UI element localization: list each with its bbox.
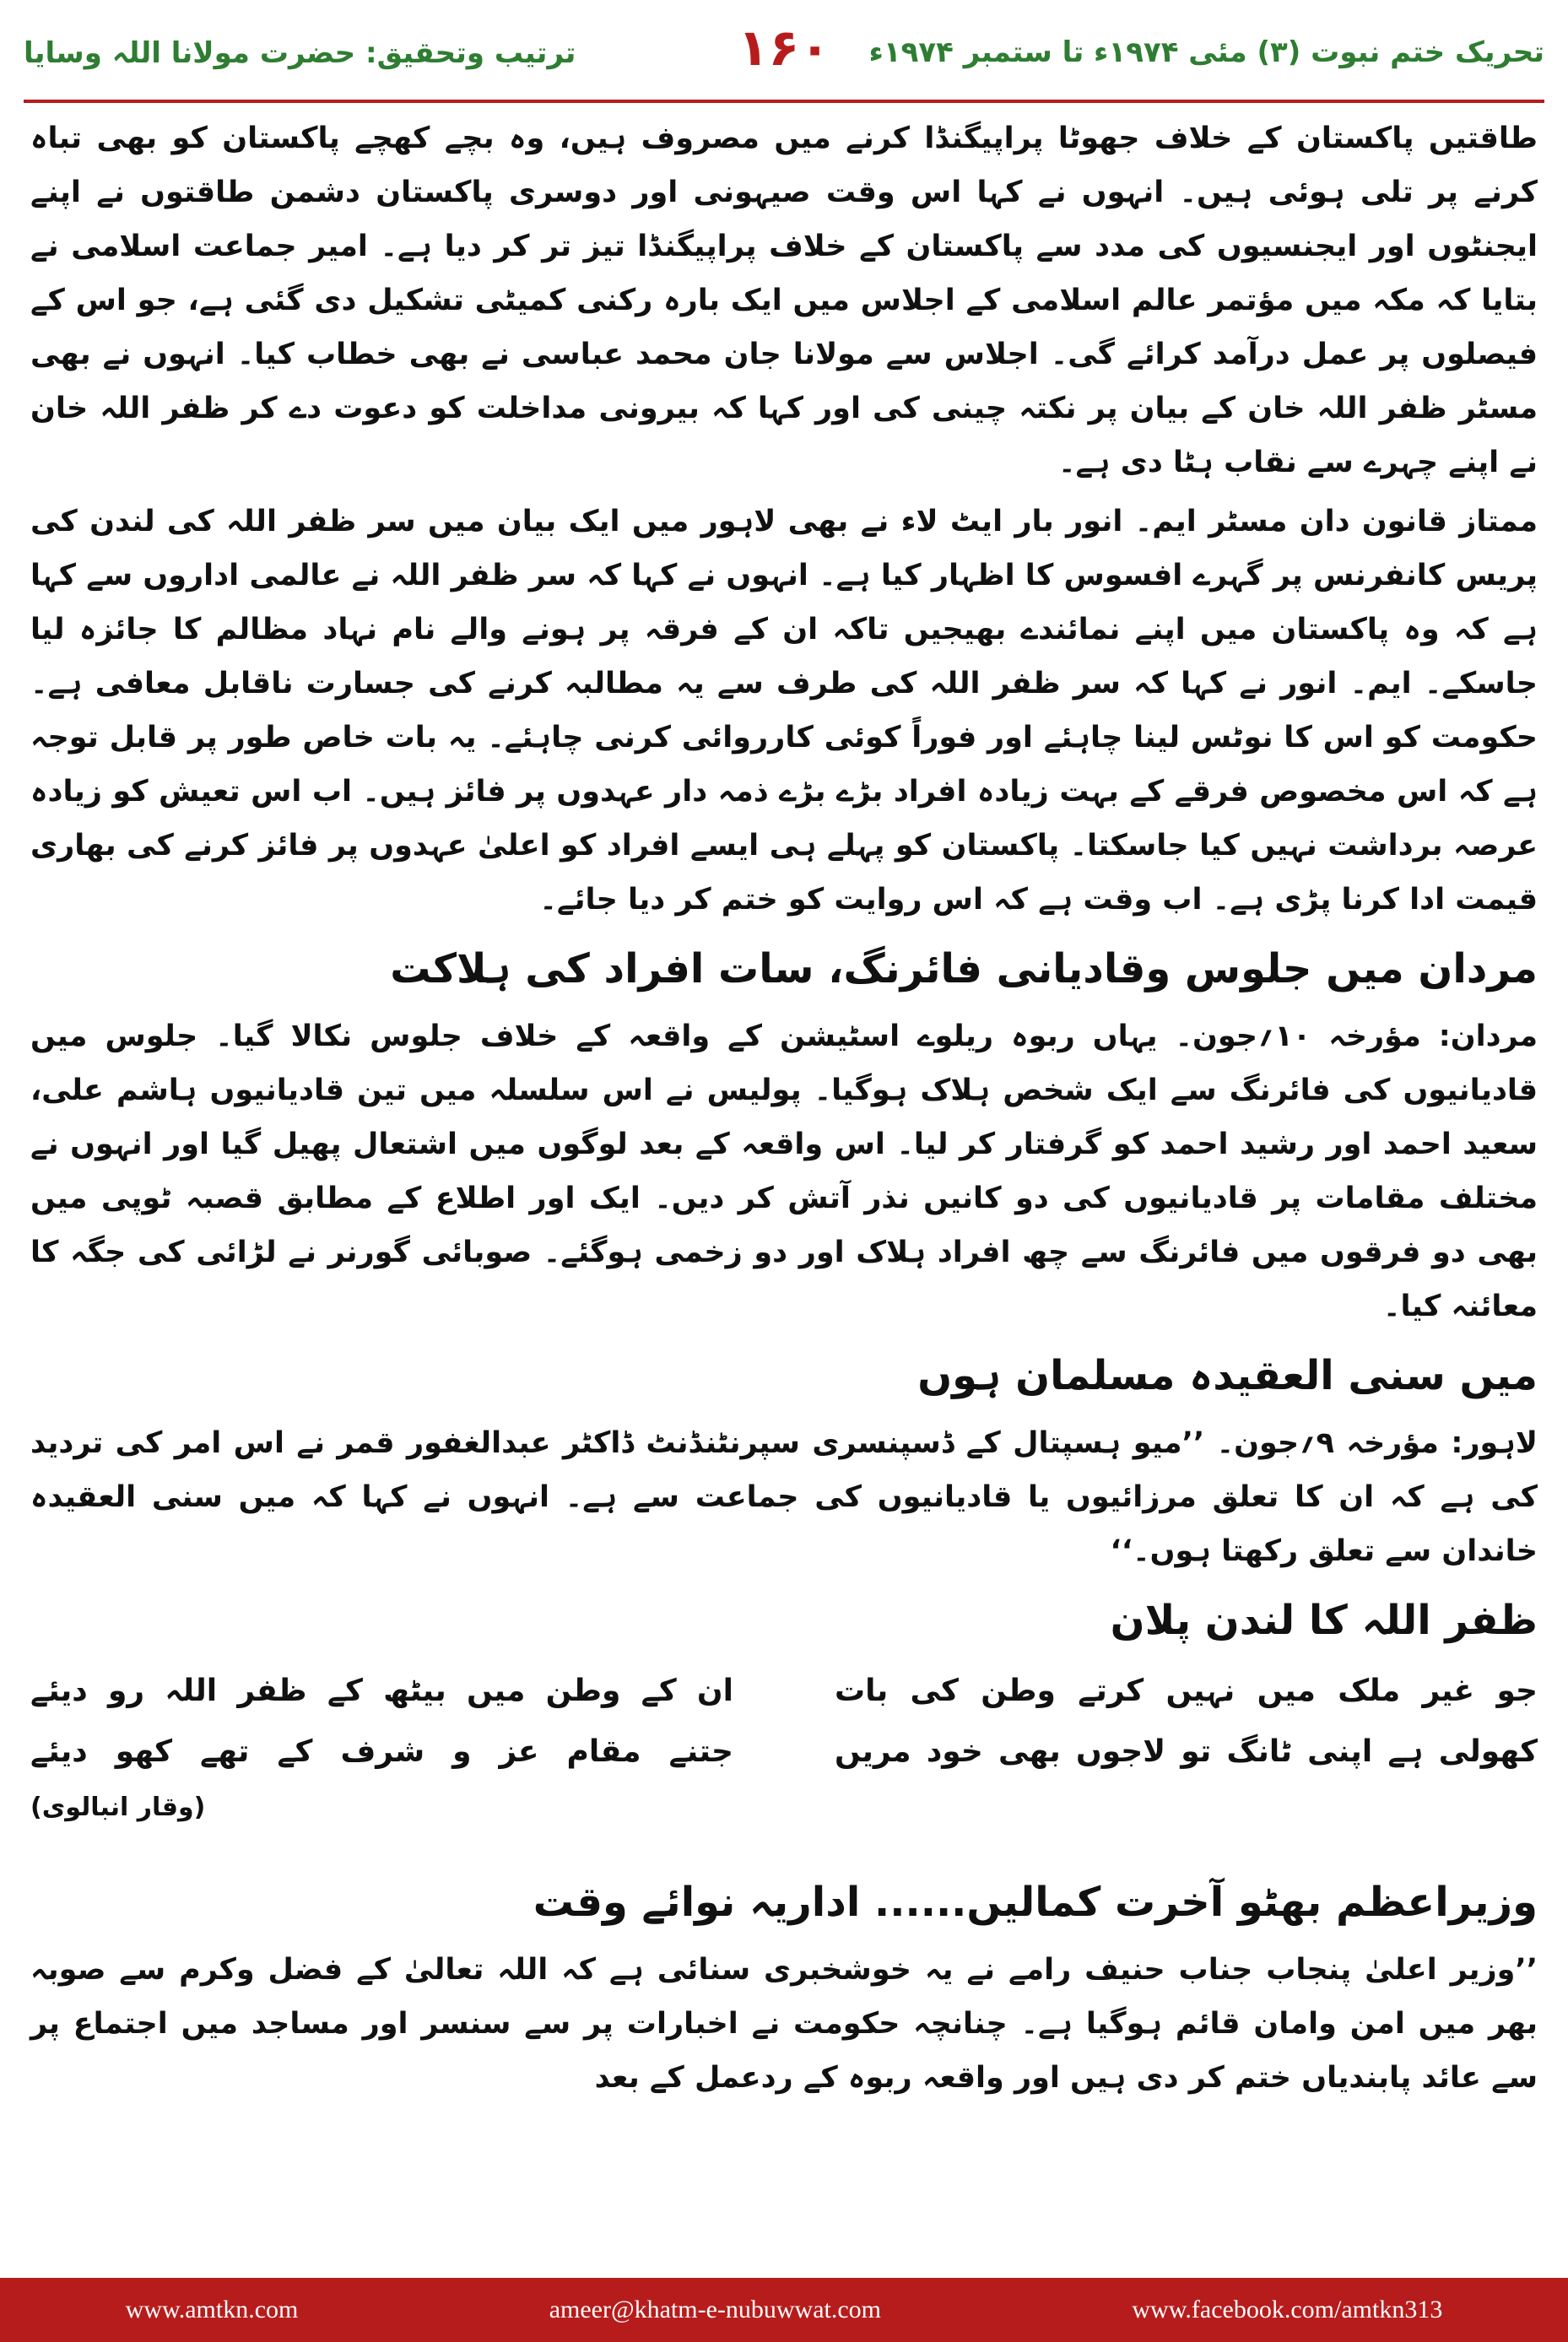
- footer-email-link[interactable]: ameer@khatm-e-nubuwwat.com: [549, 2296, 882, 2323]
- page-number: ۱۶۰: [738, 19, 830, 78]
- heading-sunni: میں سنی العقیدہ مسلمان ہوں: [917, 1352, 1538, 1399]
- page-body: [30, 111, 1538, 2110]
- poem-verse-4: جتنے مقام عز و شرف کے تھے کھو دیئے: [30, 1734, 733, 1769]
- poem-verse-1: جو غیر ملک میں نہیں کرتے وطن کی بات: [835, 1674, 1538, 1708]
- poem-attribution: (وقار انبالوی): [30, 1793, 206, 1822]
- paragraph-4: لاہور: مؤرخہ ۹؍جون۔ ’’میو ہسپتال کے ڈسپنسری سپرنٹنڈنٹ ڈاکٹر عبدالغفور قمر نے اس امر کی تردید کی ہے کہ ان کا تعلق مرزائیوں یا قادیانیوں کی جماعت سے ہے۔ انہوں نے کہا کہ میں سنی العقیدہ خاندان سے تعلق رکھتا ہوں۔‘‘: [30, 1426, 1538, 1568]
- heading-mardan: مردان میں جلوس وقادیانی فائرنگ، سات افراد کی ہلاکت: [390, 945, 1538, 993]
- paragraph-3: مردان: مؤرخہ ۱۰؍جون۔ یہاں ربوہ ریلوے اسٹیشن کے واقعہ کے خلاف جلوس نکالا گیا۔ جلوس میں قادیانیوں کی فائرنگ سے ایک شخص ہلاک ہوگیا۔ پولیس نے اس سلسلہ میں تین قادیانیوں ہاشم علی، سعید احمد اور رشید احمد کو گرفتار کر لیا۔ اس واقعہ کے بعد لوگوں میں اشتعال پھیل گیا اور انہوں نے مختلف مقامات پر قادیانیوں کی دو کانیں نذر آتش کر دیں۔ ایک اور اطلاع کے مطابق قصبہ ٹوپی میں بھی دو فرقوں میں فائرنگ سے چھ افراد ہلاک اور دو زخمی ہوگئے۔ صوبائی گورنر نے لڑائی کی جگہ کا معائنہ کیا۔: [30, 1020, 1538, 1323]
- poem-verse-2: ان کے وطن میں بیٹھ کے ظفر اللہ رو دیئے: [30, 1674, 733, 1708]
- footer-facebook-link[interactable]: www.facebook.com/amtkn313: [1132, 2296, 1443, 2323]
- page-header: [24, 19, 1544, 95]
- header-divider: [24, 100, 1544, 103]
- paragraph-2: ممتاز قانون دان مسٹر ایم۔ انور بار ایٹ لاء نے بھی لاہور میں ایک بیان میں سر ظفر اللہ کی لندن کی پریس کانفرنس پر گہرے افسوس کا اظہار کیا ہے۔ انہوں نے کہا کہ سر ظفر اللہ نے عالمی اداروں سے کہا ہے کہ وہ پاکستان میں اپنے نمائندے بھیجیں تاکہ ان کے فرقہ پر ہونے والے نام نہاد مظالم کا جائزہ لیا جاسکے۔ ایم۔ انور نے کہا کہ سر ظفر اللہ کی طرف سے یہ مطالبہ کرنے کی جسارت ناقابل معافی ہے۔ حکومت کو اس کا نوٹس لینا چاہئے اور فوراً کوئی کارروائی کرنی چاہئے۔ یہ بات خاص طور پر قابل توجہ ہے کہ اس مخصوص فرقے کے بہت زیادہ افراد بڑے بڑے ذمہ دار عہدوں پر فائز ہیں۔ اب اس تعیش کو زیادہ عرصہ برداشت نہیں کیا جاسکتا۔ پاکستان کو پہلے ہی ایسے افراد کو اعلیٰ عہدوں پر فائز کرنے کی بھاری قیمت ادا کرنا پڑی ہے۔ اب وقت ہے کہ اس روایت کو ختم کر دیا جائے۔: [30, 505, 1538, 917]
- poem-verse-3: کھولی ہے اپنی ٹانگ تو لاجوں بھی خود مریں: [835, 1734, 1538, 1769]
- paragraph-5: ’’وزیر اعلیٰ پنجاب جناب حنیف رامے نے یہ خوشخبری سنائی ہے کہ اللہ تعالیٰ کے فضل وکرم سے صوبہ بھر میں امن وامان قائم ہوگیا ہے۔ چنانچہ حکومت نے اخبارات پر سے سنسر اور مساجد میں اجتماع پر سے عائد پابندیاں ختم کر دی ہیں اور واقعہ ربوہ کے ردعمل کے بعد: [30, 1953, 1538, 2095]
- compiler-credit: ترتیب وتحقیق: حضرت مولانا اللہ وسایا: [24, 36, 576, 70]
- footer-website-link[interactable]: www.amtkn.com: [125, 2296, 299, 2323]
- paragraph-1: طاقتیں پاکستان کے خلاف جھوٹا پراپیگنڈا کرنے میں مصروف ہیں، وہ بچے کھچے پاکستان کو بھی تباہ کرنے پر تلی ہوئی ہیں۔ انہوں نے کہا اس وقت صیہونی اور دوسری پاکستان دشمن طاقتوں نے اپنے ایجنٹوں اور ایجنسیوں کی مدد سے پاکستان کے خلاف پراپیگنڈا تیز تر کر دیا ہے۔ امیر جماعت اسلامی نے بتایا کہ مکہ میں مؤتمر عالم اسلامی کے اجلاس میں ایک بارہ رکنی کمیٹی تشکیل دی گئی ہے، جو اس کے فیصلوں پر عمل درآمد کرائے گی۔ اجلاس سے مولانا جان محمد عباسی نے بھی خطاب کیا۔ انہوں نے بھی مسٹر ظفر اللہ خان کے بیان پر نکتہ چینی کی اور کہا کہ بیرونی مداخلت کو دعوت دے کر ظفر اللہ خان نے اپنے چہرے سے نقاب ہٹا دی ہے۔: [30, 122, 1538, 479]
- heading-editorial: وزیراعظم بھٹو آخرت کمالیں...... اداریہ نوائے وقت: [533, 1879, 1538, 1926]
- page-footer: [0, 2278, 1568, 2342]
- heading-london-plan: ظفر اللہ کا لندن پلان: [1110, 1597, 1538, 1644]
- book-title: تحریک ختم نبوت (۳) مئی ۱۹۷۴ء تا ستمبر ۱۹۷۴ء: [868, 35, 1544, 69]
- poem: [30, 1661, 1538, 1782]
